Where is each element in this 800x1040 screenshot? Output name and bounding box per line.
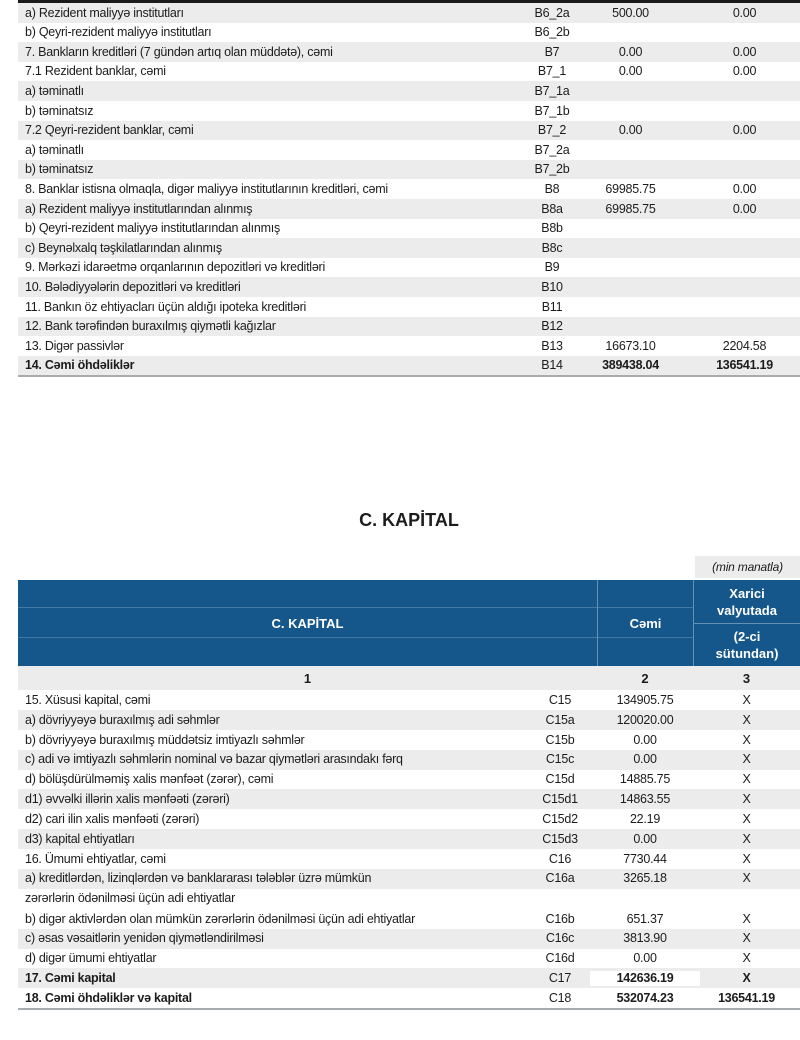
- row-value-total: 142636.19: [597, 971, 693, 985]
- row-code: B8c: [541, 240, 563, 255]
- row-label: a) təminatlı: [25, 142, 84, 157]
- row-code: C17: [548, 971, 572, 986]
- header-gridline: [18, 637, 597, 638]
- row-code: C16a: [545, 871, 575, 886]
- row-code: B7_2a: [534, 142, 570, 157]
- row-code: B8: [544, 181, 560, 196]
- header-col-foreign-currency-bottom: (2-ci sütundan): [694, 623, 800, 666]
- row-label: 18. Cəmi öhdəliklər və kapital: [25, 991, 192, 1006]
- row-code: B6_2a: [534, 5, 570, 20]
- table-row: [18, 101, 800, 121]
- row-value-fx: X: [742, 871, 751, 886]
- row-code: C16b: [545, 911, 575, 926]
- row-code: C18: [548, 991, 572, 1006]
- row-label: 7.2 Qeyri-rezident banklar, cəmi: [25, 123, 194, 138]
- row-code: B11: [541, 299, 563, 314]
- row-value-total: 0.00: [618, 64, 643, 79]
- liabilities-table: [18, 0, 800, 377]
- row-value-fx: X: [742, 951, 751, 966]
- row-label: b) dövriyyəyə buraxılmış müddətsiz imtiyazlı səhmlər: [25, 732, 305, 747]
- row-value-fx: X: [742, 792, 751, 807]
- row-code: B12: [541, 319, 563, 334]
- row-label: 13. Digər passivlər: [25, 338, 124, 353]
- row-value-fx: 136541.19: [718, 991, 775, 1006]
- table-row: [18, 336, 800, 356]
- row-label: d) bölüşdürülməmiş xalis mənfəət (zərər), cəmi: [25, 772, 274, 787]
- row-value-fx: X: [742, 812, 751, 827]
- table-row: [18, 199, 800, 219]
- header-gridline: [18, 607, 597, 608]
- row-value-fx: X: [742, 851, 751, 866]
- row-code: C15d3: [542, 831, 578, 846]
- row-value-total: 0.00: [618, 44, 643, 59]
- row-label: 7. Bankların kreditləri (7 gündən artıq olan müddətə), cəmi: [25, 44, 333, 59]
- table-row: [18, 968, 800, 988]
- row-value-total: 14863.55: [619, 792, 671, 807]
- row-label: b) Qeyri-rezident maliyyə institutlarından alınmış: [25, 221, 280, 236]
- header-col-capital: [18, 580, 597, 666]
- row-value-fx: 0.00: [732, 5, 757, 20]
- row-value-total: 0.00: [618, 123, 643, 138]
- table-row: [18, 297, 800, 317]
- row-label: 16. Ümumi ehtiyatlar, cəmi: [25, 851, 166, 866]
- row-label: 9. Mərkəzi idarəetmə orqanlarının depozitləri və kreditləri: [25, 260, 325, 275]
- table-row: [18, 317, 800, 337]
- row-label: d2) cari ilin xalis mənfəəti (zərəri): [25, 812, 200, 827]
- row-value-total: 16673.10: [605, 338, 656, 353]
- row-value-fx: 0.00: [732, 201, 757, 216]
- column-number-3: 3: [742, 670, 751, 686]
- table-row: [18, 23, 800, 43]
- row-code: C15: [548, 692, 572, 707]
- row-code: B7_2: [537, 123, 567, 138]
- row-value-total: 0.00: [633, 752, 657, 767]
- row-code: C15c: [545, 752, 575, 767]
- row-code: C16: [548, 851, 572, 866]
- table-row: [18, 849, 800, 869]
- row-label: 17. Cəmi kapital: [25, 971, 116, 986]
- row-value-fx: X: [742, 831, 751, 846]
- row-label: 10. Bələdiyyələrin depozitləri və kreditləri: [25, 279, 241, 294]
- row-value-total: 500.00: [612, 5, 649, 20]
- table-row: [18, 690, 800, 710]
- table-row: [18, 238, 800, 258]
- row-code: B10: [541, 279, 563, 294]
- row-label: a) dövriyyəyə buraxılmış adi səhmlər: [25, 712, 220, 727]
- row-label: a) Rezident maliyyə institutlarından alınmış: [25, 201, 253, 216]
- header-col-total: [597, 580, 693, 666]
- row-code: B6_2b: [534, 25, 570, 40]
- row-label: 7.1 Rezident banklar, cəmi: [25, 64, 166, 79]
- row-code: C15d: [545, 772, 575, 787]
- row-value-total: 22.19: [629, 812, 661, 827]
- row-code: C15b: [545, 732, 575, 747]
- row-value-fx: X: [742, 931, 751, 946]
- capital-table: [18, 690, 800, 1010]
- row-label: 11. Bankın öz ehtiyacları üçün aldığı ipoteka kreditləri: [25, 299, 307, 314]
- table-row: [18, 789, 800, 809]
- column-number-row: [18, 666, 800, 690]
- header-col-foreign-currency: [693, 580, 800, 666]
- row-label: d3) kapital ehtiyatları: [25, 831, 135, 846]
- row-value-fx: 0.00: [732, 44, 757, 59]
- header-col-capital-label: C. KAPİTAL: [271, 615, 344, 631]
- row-value-fx: X: [742, 692, 751, 707]
- row-label: d) digər ümumi ehtiyatlar: [25, 951, 157, 966]
- row-value-fx: X: [742, 752, 751, 767]
- table-row: [18, 750, 800, 770]
- row-code: C16d: [545, 951, 575, 966]
- unit-note: (min manatla): [695, 556, 800, 578]
- row-label: b) təminatsız: [25, 103, 94, 118]
- row-label: b) digər aktivlərdən olan mümkün zərərlərin ödənilməsi üçün adi ehtiyatlar: [25, 911, 416, 926]
- row-value-total: 14885.75: [619, 772, 671, 787]
- table-row: [18, 62, 800, 82]
- row-value-fx: 0.00: [732, 64, 757, 79]
- row-code: C16c: [545, 931, 575, 946]
- row-label: c) Beynəlxalq təşkilatlarından alınmış: [25, 240, 222, 255]
- column-number-1: 1: [303, 670, 312, 686]
- row-code: C15d1: [542, 792, 578, 807]
- header-gridline: [598, 607, 693, 608]
- table-row: [18, 356, 800, 376]
- table-row: [18, 219, 800, 239]
- capital-table-header: [18, 580, 800, 666]
- table-row: [18, 809, 800, 829]
- row-label: a) Rezident maliyyə institutları: [25, 5, 184, 20]
- row-value-fx: 0.00: [732, 123, 757, 138]
- row-code: B7_1: [537, 64, 567, 79]
- table-row: [18, 42, 800, 62]
- row-value-fx: X: [742, 971, 751, 986]
- table-row: [18, 929, 800, 949]
- row-code: C15d2: [542, 812, 578, 827]
- row-code: B14: [541, 358, 563, 373]
- row-value-total: 0.00: [633, 951, 657, 966]
- row-value-total: 389438.04: [602, 358, 659, 373]
- row-value-fx: X: [742, 732, 751, 747]
- table-row: [18, 710, 800, 730]
- header-gridline: [598, 637, 693, 638]
- row-value-total: 3265.18: [623, 871, 667, 886]
- row-value-total: 0.00: [633, 831, 657, 846]
- row-code: B9: [544, 260, 560, 275]
- row-value-total: 0.00: [633, 732, 657, 747]
- row-value-total: 69985.75: [605, 201, 656, 216]
- row-value-fx: 136541.19: [716, 358, 773, 373]
- table-row: [18, 988, 800, 1008]
- row-value-total: 3813.90: [623, 931, 667, 946]
- row-label: a) kreditlərdən, lizinqlərdən və banklararası tələblər üzrə mümkün zərərlərin ödənilməsi üçün adi ehtiyatlar: [25, 871, 372, 905]
- row-code: B7_1b: [534, 103, 570, 118]
- row-value-fx: X: [742, 772, 751, 787]
- table-row: [18, 770, 800, 790]
- table-row: [18, 258, 800, 278]
- header-col-foreign-currency-top: Xarici valyutada: [717, 585, 777, 618]
- row-code: B7_1a: [534, 83, 570, 98]
- row-label: 12. Bank tərəfindən buraxılmış qiymətli kağızlar: [25, 319, 276, 334]
- row-value-total: 7730.44: [623, 851, 667, 866]
- row-value-fx: 0.00: [732, 181, 757, 196]
- row-label: 14. Cəmi öhdəliklər: [25, 358, 135, 373]
- column-number-2: 2: [641, 670, 649, 686]
- table-row: [18, 160, 800, 180]
- row-label: 15. Xüsusi kapital, cəmi: [25, 692, 151, 707]
- row-value-fx: 2204.58: [722, 338, 767, 353]
- row-value-fx: X: [742, 712, 751, 727]
- table-row: [18, 179, 800, 199]
- row-label: c) əsas vəsaitlərin yenidən qiymətləndirilməsi: [25, 931, 264, 946]
- table-row: [18, 869, 800, 909]
- row-label: 8. Banklar istisna olmaqla, digər maliyyə institutlarının kreditləri, cəmi: [25, 181, 388, 196]
- table-row: [18, 3, 800, 23]
- table-row: [18, 829, 800, 849]
- row-code: B7: [544, 44, 560, 59]
- table-row: [18, 121, 800, 141]
- row-label: b) Qeyri-rezident maliyyə institutları: [25, 25, 212, 40]
- table-row: [18, 909, 800, 929]
- row-value-total: 532074.23: [616, 991, 674, 1006]
- row-code: C15a: [545, 712, 575, 727]
- table-row: [18, 730, 800, 750]
- row-code: B8a: [541, 201, 563, 216]
- row-code: B13: [541, 338, 563, 353]
- table-row: [18, 81, 800, 101]
- table-row: [18, 140, 800, 160]
- table-row: [18, 949, 800, 969]
- row-value-total: 134905.75: [616, 692, 674, 707]
- row-label: d1) əvvəlki illərin xalis mənfəəti (zərəri): [25, 792, 230, 807]
- header-col-total-label: Cəmi: [629, 615, 662, 631]
- row-value-total: 120020.00: [616, 712, 674, 727]
- table-row: [18, 277, 800, 297]
- section-title: C. KAPİTAL: [359, 510, 459, 530]
- row-code: B7_2b: [534, 162, 570, 177]
- row-value-total: 69985.75: [605, 181, 656, 196]
- row-value-fx: X: [742, 911, 751, 926]
- row-label: b) təminatsız: [25, 162, 94, 177]
- row-code: B8b: [541, 221, 563, 236]
- row-value-total: 651.37: [626, 911, 664, 926]
- row-label: a) təminatlı: [25, 83, 84, 98]
- row-label: c) adi və imtiyazlı səhmlərin nominal və bazar qiymətləri arasındakı fərq: [25, 752, 403, 767]
